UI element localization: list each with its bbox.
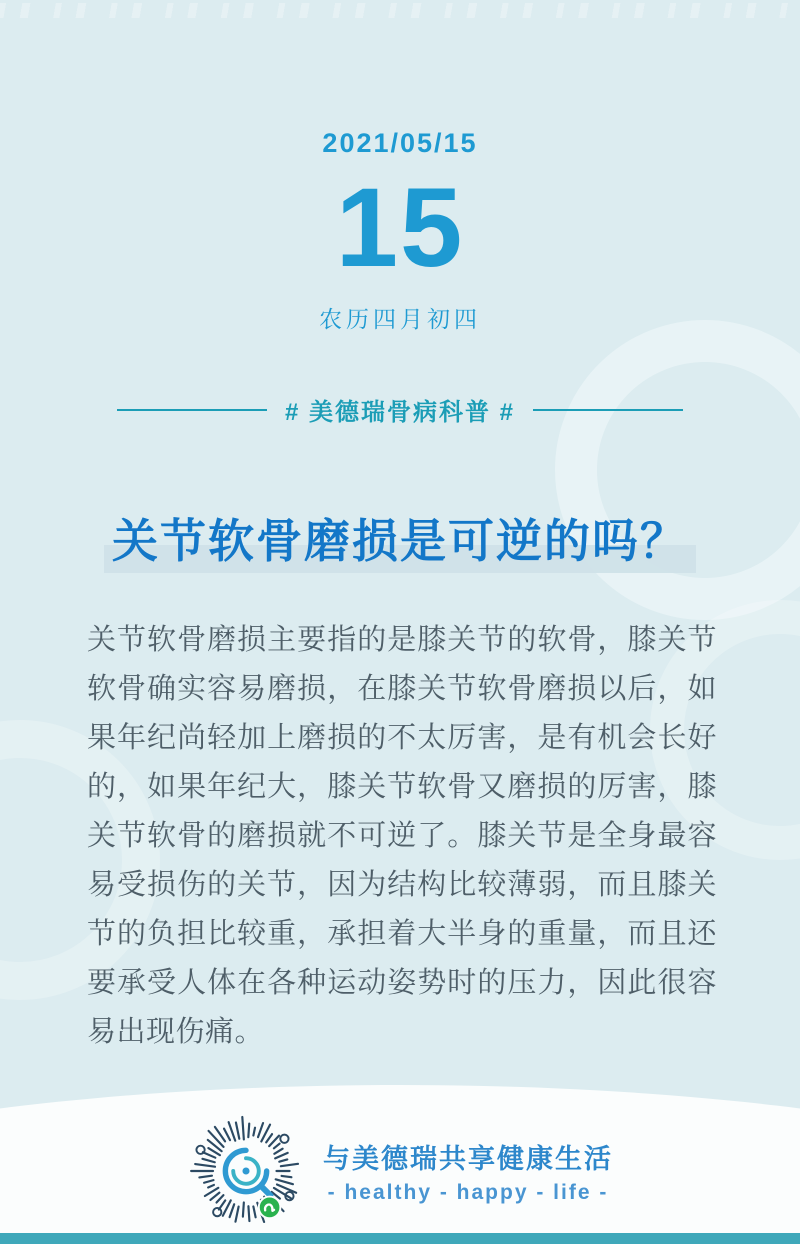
title-block [0,505,800,571]
calendar-date-block [0,128,800,334]
tag-divider-left [117,409,267,411]
section-tag-row [0,392,800,427]
lunar-date: 农历四月初四 [319,306,481,332]
qr-magnifier-handle [262,1187,271,1196]
slogan-english: - healthy - happy - life - [327,1181,609,1204]
full-date: 2021/05/15 [322,128,478,158]
page-title: 关节软骨磨损是可逆的吗？ [112,515,688,567]
tag-divider-right [533,409,683,411]
footer [0,1112,800,1230]
day-number: 15 [335,165,465,290]
watermark-ring [555,320,800,620]
slogan-chinese: 与美德瑞共享健康生活 [323,1144,613,1174]
bottom-accent-strip [0,1233,800,1244]
top-edge-pattern [0,3,800,18]
section-tag-label: # 美德瑞骨病科普 # [284,399,516,426]
qr-center-dot [242,1167,249,1174]
footer-slogans [323,1137,613,1205]
mini-program-qr-code-icon [187,1112,305,1230]
mini-program-badge [259,1197,281,1219]
article-body: 关节软骨磨损主要指的是膝关节的软骨，膝关节软骨确实容易磨损，在膝关节软骨磨损以后，如果年纪尚轻加上磨损的不太厉害，是有机会长好的，如果年纪大，膝关节软骨又磨损的厉害，膝关节软骨的磨损就不可逆了。膝关节是全身最容易受损伤的关节，因为结构比较薄弱，而且膝关节的负担比较重，承担着大半身的重量，而且还要承受人体在各种运动姿势时的压力，因此很容易出现伤痛。 [87,624,717,1048]
